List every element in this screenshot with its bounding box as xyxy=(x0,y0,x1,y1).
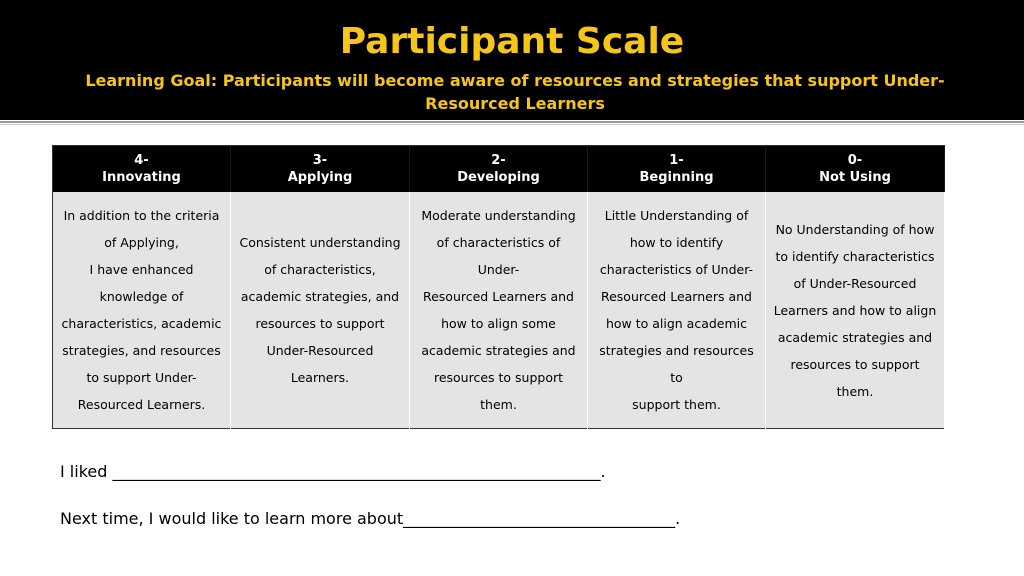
description-not-using xyxy=(766,192,945,429)
description-line: characteristics, academic xyxy=(61,316,222,331)
column-name: Innovating xyxy=(102,170,181,185)
column-header-developing xyxy=(410,146,588,193)
page-title: Participant Scale xyxy=(339,21,685,62)
header-divider-thin xyxy=(0,124,1024,125)
next-time-prompt: Next time, I would like to learn more about__________________________________. xyxy=(60,509,681,528)
description-line: Consistent understanding xyxy=(239,235,401,250)
description-line: I have enhanced xyxy=(89,262,194,277)
description-line: knowledge of xyxy=(99,289,184,304)
description-line: to identify characteristics xyxy=(775,248,935,264)
description-line: how to align academic xyxy=(605,316,748,331)
description-line: strategies and resources to xyxy=(599,343,754,385)
description-line: of Applying, xyxy=(104,235,179,250)
column-name: Applying xyxy=(287,170,353,185)
column-header-beginning xyxy=(588,146,766,193)
header-divider xyxy=(0,121,1024,123)
title-banner xyxy=(0,0,1024,120)
column-number: 2- xyxy=(491,153,506,168)
description-line: academic strategies and xyxy=(421,343,576,358)
description-line: resources to support them. xyxy=(790,356,920,399)
description-line: academic strategies and xyxy=(777,329,933,345)
liked-prompt: I liked _____________________________________________________________. xyxy=(60,462,606,481)
column-number: 4- xyxy=(134,153,149,168)
column-header-applying xyxy=(231,146,410,193)
description-line: Moderate understanding xyxy=(421,208,576,223)
column-header-innovating xyxy=(53,146,231,193)
description-line: Little Understanding of xyxy=(604,208,749,223)
description-line: how to identify xyxy=(629,235,724,250)
description-line: support them. xyxy=(632,397,721,412)
learning-goal-subtitle: Learning Goal: Participants will become aware of resources and strategies that support Under-Resourced Learners xyxy=(85,71,945,113)
description-line: strategies, and resources xyxy=(62,343,221,358)
description-line: Resourced Learners and xyxy=(422,289,574,304)
description-line: of characteristics of Under- xyxy=(436,235,561,277)
column-number: 3- xyxy=(312,153,328,168)
description-line: Resourced Learners and xyxy=(600,289,752,304)
description-innovating xyxy=(53,192,231,429)
description-line: No Understanding of how xyxy=(775,221,935,237)
description-line: how to align some xyxy=(441,316,556,331)
scale-description-row xyxy=(53,192,945,429)
description-line: of characteristics, xyxy=(264,262,376,277)
scale-header-row xyxy=(53,146,945,193)
column-name: Not Using xyxy=(819,170,891,185)
column-name: Beginning xyxy=(639,170,714,185)
description-line: characteristics of Under- xyxy=(599,262,754,277)
participant-scale-table xyxy=(52,145,945,429)
column-number: 0- xyxy=(847,153,863,168)
description-developing xyxy=(410,192,588,429)
description-line: to support Under- xyxy=(86,370,197,385)
description-line: resources to support xyxy=(255,316,385,331)
description-line: Under-Resourced xyxy=(266,343,374,358)
column-number: 1- xyxy=(669,153,684,168)
description-beginning xyxy=(588,192,766,429)
description-line: academic strategies, and xyxy=(240,289,400,304)
description-line: resources to support them. xyxy=(433,370,564,412)
description-line: Resourced Learners. xyxy=(77,397,206,412)
description-line: Learners and how to align xyxy=(773,302,937,318)
column-name: Developing xyxy=(457,170,540,185)
description-line: of Under-Resourced xyxy=(793,275,917,291)
column-header-not-using xyxy=(766,146,945,193)
description-line: In addition to the criteria xyxy=(63,208,220,223)
description-line: Learners. xyxy=(290,370,350,385)
description-applying xyxy=(231,192,410,429)
